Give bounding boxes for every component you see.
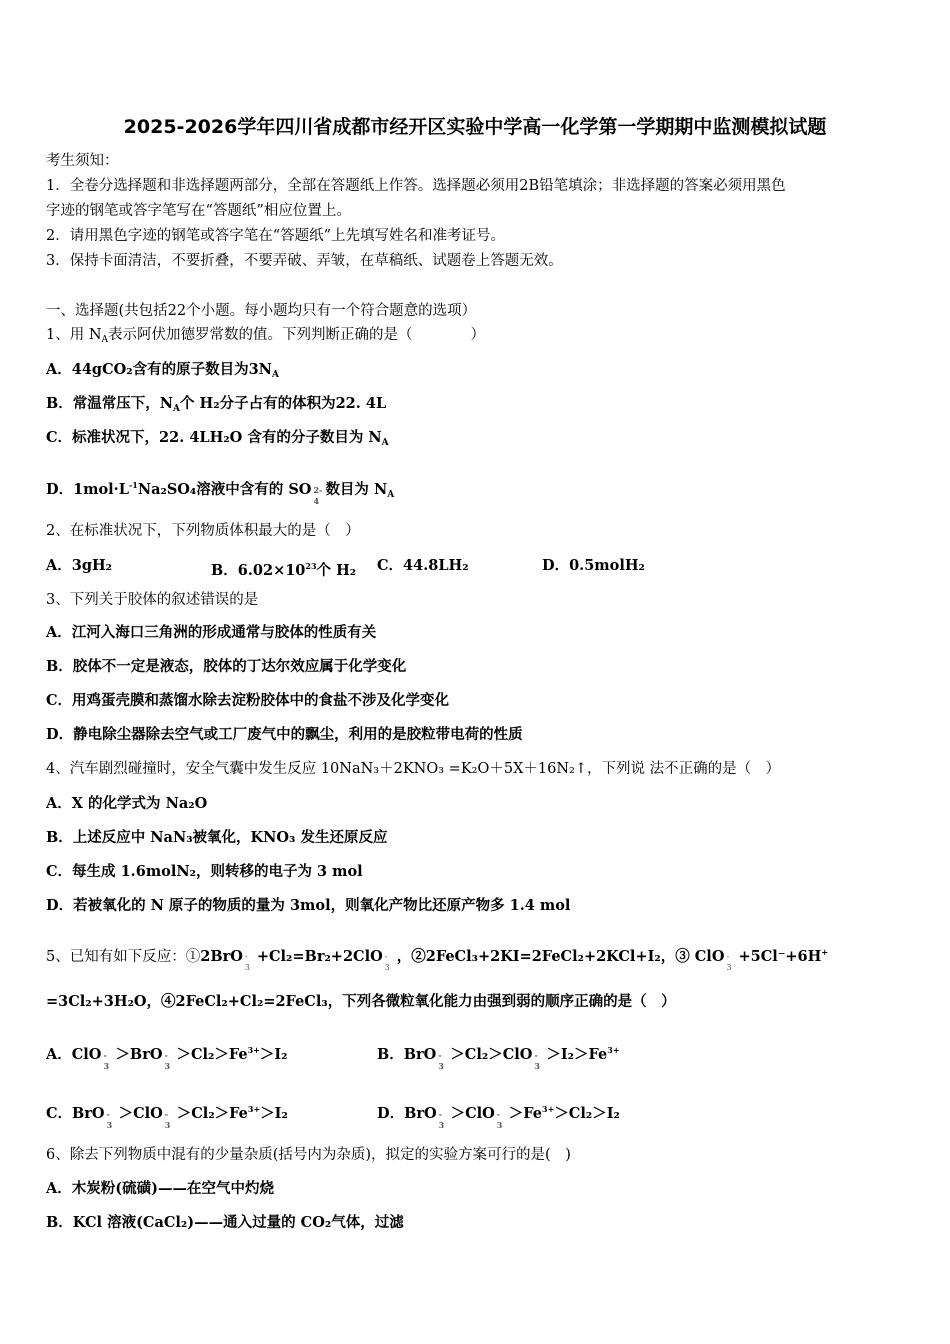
question-1-option-d: D．$1mol\cdot L^{-1}Na_2SO_4$溶液中含有的 SO 2- 4 数目为 $N_A$ — [46, 480, 395, 506]
question-1-option-b: B．常温常压下，$N_A$个 H₂分子占有的体积为22. 4L — [46, 395, 387, 414]
question-6-option-b: B．KCl 溶液(CaCl₂)——通入过量的 CO₂气体，过滤 — [46, 1214, 404, 1231]
notice-heading: 考生须知： — [46, 153, 119, 169]
question-2-stem: 2、在标准状况下，下列物质体积最大的是（ ） — [46, 523, 360, 539]
question-3-option-b: B．胶体不一定是液态，胶体的丁达尔效应属于化学变化 — [46, 658, 407, 675]
page-title: 2025-2026学年四川省成都市经开区实验中学高一化学第一学期期中监测模拟试题 — [123, 116, 827, 138]
question-1-option-c: C．标准状况下，22. 4LH₂O 含有的分子数目为 $N_A$ — [46, 429, 389, 448]
question-5-option-b: B．BrO - 3 ＞Cl₂＞ClO - 3 $>I_2>Fe^{3+}$ — [377, 1045, 620, 1071]
question-3-option-c: C．用鸡蛋壳膜和蒸馏水除去淀粉胶体中的食盐不涉及化学变化 — [46, 692, 450, 709]
question-2-option-d: D．0.5molH₂ — [542, 557, 645, 574]
notice-item-2: 2．请用黑色字迹的钢笔或答字笔在“答题纸”上先填写姓名和准考证号。 — [46, 228, 506, 244]
notice-item-1-cont: 字迹的钢笔或答字笔写在“答题纸”相应位置上。 — [46, 203, 351, 219]
notice-item-3: 3．保持卡面清洁，不要折叠，不要弄破、弄皱，在草稿纸、试题卷上答题无效。 — [46, 253, 563, 269]
question-5-options-row-2 — [46, 1099, 906, 1130]
question-6-option-a: A．木炭粉(硫磺)——在空气中灼烧 — [46, 1180, 274, 1197]
question-4-stem: 4、汽车剧烈碰撞时，安全气囊中发生反应 10NaN₃＋2KNO₃ =K₂O＋5X＋16N₂↑，下列说 法不正确的是（ ） — [46, 761, 781, 777]
question-3-option-d: D．静电除尘器除去空气或工厂废气中的飘尘，利用的是胶粒带电荷的性质 — [46, 726, 523, 743]
question-4-option-b: B．上述反应中 NaN₃被氧化，KNO₃ 发生还原反应 — [46, 829, 388, 846]
question-5-options-row-1 — [46, 1040, 906, 1071]
question-3-option-a: A．江河入海口三角洲的形成通常与胶体的性质有关 — [46, 624, 377, 641]
question-5-stem-line-2: =3Cl₂+3H₂O，④2FeCl₂+Cl₂=2FeCl₃，下列各微粒氧化能力由强到弱的顺序正确的是（ ） — [46, 993, 676, 1010]
question-4-option-c: C．每生成 1.6molN₂，则转移的电子为 3 mol — [46, 863, 363, 880]
question-2-option-c: C．44.8LH₂ — [377, 557, 469, 574]
question-5-stem-line-1: 5、已知有如下反应：①2BrO - 3 +Cl₂=Br₂+2ClO - 3 ，②2FeCl₃+2KI=2FeCl₂+2KCl+I₂，③ ClO - 3 +5Cl⁻+6H+ — [46, 947, 829, 972]
question-5-option-c: C．BrO - 3 ＞ClO - 3 $>Cl_2>Fe^{3+}>I_2$ — [46, 1104, 288, 1130]
question-4-option-d: D．若被氧化的 N 原子的物质的量为 3mol，则氧化产物比还原产物多 1.4 mol — [46, 897, 571, 914]
question-2-option-a: A．3gH₂ — [46, 557, 113, 574]
question-5-option-d: D．BrO - 3 ＞ClO - 3 $>Fe^{3+}>Cl_2>I_2$ — [377, 1104, 620, 1130]
question-2-option-b: B．$6.02\times 10^{23}$个 H₂ — [211, 561, 357, 579]
question-1-stem: 1、用 $N_A$表示阿伏加德罗常数的值。下列判断正确的是（ ） — [46, 327, 486, 345]
question-4-option-a: A．X 的化学式为 Na₂O — [46, 795, 208, 812]
question-1-option-a: A．44gCO₂含有的原子数目为$3N_A$ — [46, 361, 279, 380]
notice-item-1: 1．全卷分选择题和非选择题两部分，全部在答题纸上作答。选择题必须用2B铅笔填涂；非选择题的答案必须用黑色 — [46, 178, 786, 194]
section-heading: 一、选择题(共包括22个小题。每小题均只有一个符合题意的选项） — [46, 303, 477, 319]
question-2-options — [46, 556, 906, 579]
question-3-stem: 3、下列关于胶体的叙述错误的是 — [46, 592, 259, 608]
question-6-stem: 6、除去下列物质中混有的少量杂质(括号内为杂质)，拟定的实验方案可行的是( ) — [46, 1147, 571, 1163]
question-5-option-a: A．ClO - 3 ＞BrO - 3 $>Cl_2>Fe^{3+}>I_2$ — [46, 1045, 288, 1071]
